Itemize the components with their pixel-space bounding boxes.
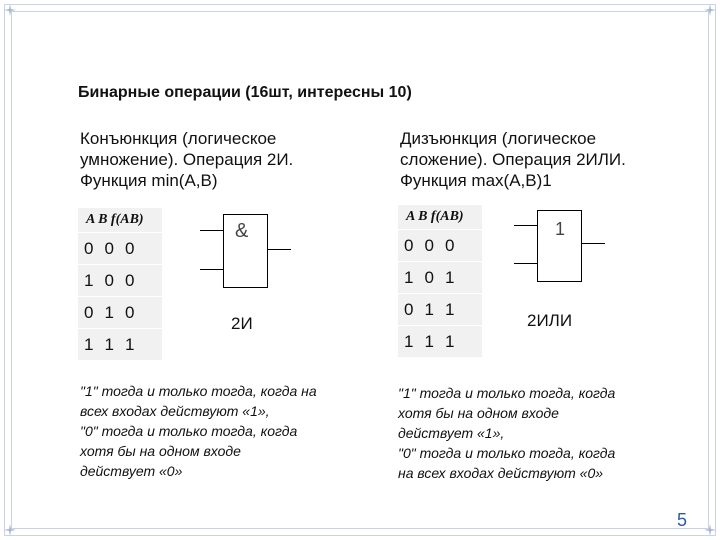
page-number: 5 [676,510,687,530]
gate-output-wire [267,249,291,250]
description-line: хотя бы на одном входе [80,443,241,459]
description-line: "1" тогда и только тогда, когда [398,385,616,401]
slide-title: Бинарные операции (16шт, интересны 10) [78,84,412,101]
corner-star-icon [704,524,716,536]
table-row: 1 0 1 [398,261,482,293]
gate-input-wire [514,225,538,226]
or-truth-table [398,205,482,357]
conjunction-heading [80,128,293,191]
subtitle-line: Функция min(A,B) [80,171,218,190]
subtitle-line: умножение). Операция 2И. [80,150,294,169]
description-line: действует «0» [80,463,183,479]
description-line: "0" тогда и только тогда, когда [398,445,616,461]
table-row: 1 0 0 [78,264,162,296]
table-row: 0 0 0 [78,232,162,264]
description-line: действует «1», [398,425,505,441]
gate-input-wire [514,263,538,264]
subtitle-line: Конъюнкция (логическое [80,129,277,148]
corner-star-icon [4,524,16,536]
subtitle-line: сложение). Операция 2ИЛИ. [400,150,626,169]
table-row: 1 1 1 [398,325,482,357]
corner-star-icon [4,4,16,16]
description-line: "0" тогда и только тогда, когда [80,423,298,439]
subtitle-line: Дизъюнкция (логическое [400,129,597,148]
table-row: 0 1 1 [398,293,482,325]
disjunction-description [398,383,615,483]
gate-input-wire [200,269,224,270]
and-gate-symbol: & [235,220,249,242]
and-truth-table [78,208,162,360]
and-gate-label: 2И [231,314,253,333]
disjunction-heading [400,128,626,191]
truth-table-header: A B f(AB) [86,212,144,227]
conjunction-description [80,381,317,481]
table-row: 1 1 1 [78,328,162,360]
corner-star-icon [704,4,716,16]
gate-output-wire [581,243,605,244]
description-line: "1" тогда и только тогда, когда на [80,383,317,399]
or-gate-symbol: 1 [555,219,566,239]
table-row: 0 1 0 [78,296,162,328]
table-row: 0 0 0 [398,229,482,261]
gate-input-wire [200,230,224,231]
truth-table-header: A B f(AB) [406,209,464,224]
subtitle-line: Функция max(A,B)1 [400,171,552,190]
description-line: хотя бы на одном входе [398,405,559,421]
description-line: всех входах действуют «1», [80,403,270,419]
description-line: на всех входах действуют «0» [398,465,604,481]
or-gate-label: 2ИЛИ [527,311,573,330]
